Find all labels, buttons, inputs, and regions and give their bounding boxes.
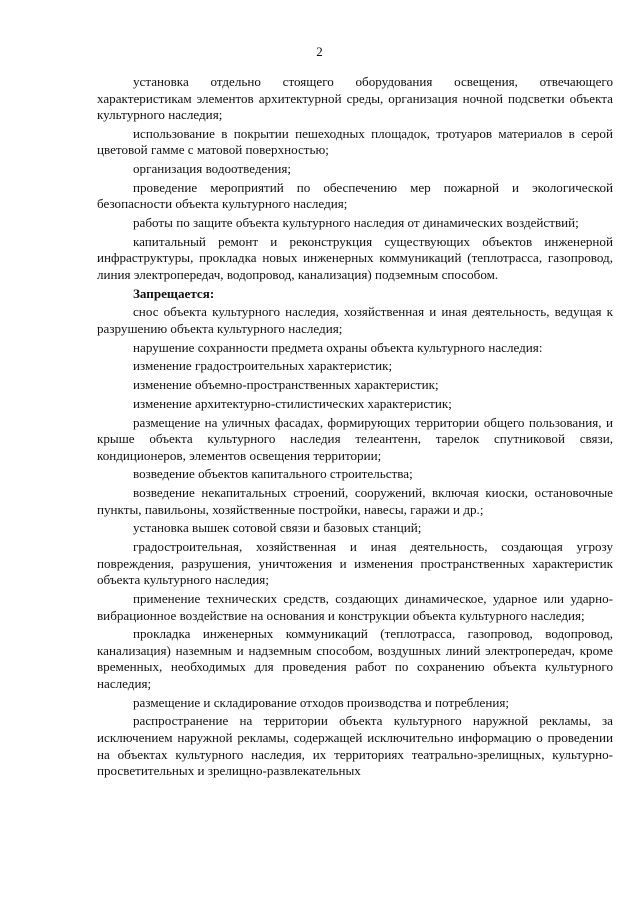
paragraph: проведение мероприятий по обеспечению мер пожарной и экологической безопасности объекта культурного наследия;	[97, 179, 613, 212]
paragraph: размещение на уличных фасадах, формирующих территории общего пользования, и крыше объекта культурного наследия телеантенн, тарелок спутниковой связи, кондиционеров, элементов освещения территории;	[97, 414, 613, 463]
paragraph: установка вышек сотовой связи и базовых станций;	[133, 520, 422, 536]
paragraph: организация водоотведения;	[133, 161, 292, 177]
paragraph: работы по защите объекта культурного наследия от динамических воздействий;	[133, 215, 579, 231]
paragraph: применение технических средств, создающих динамическое, ударное или ударно-вибрационное воздействие на основания и конструкции объекта культурного наследия;	[97, 591, 613, 623]
paragraph: градостроительная, хозяйственная и иная деятельность, создающая угрозу повреждения, разрушения, уничтожения и изменения пространственных характеристик объекта культурного наследия;	[97, 539, 613, 588]
paragraph: возведение объектов капитального строительства;	[133, 466, 413, 482]
page-number: 2	[316, 44, 323, 59]
paragraph: капитальный ремонт и реконструкция существующих объектов инженерной инфраструктуры, прокладка новых инженерных коммуникаций (теплотрасса, газопровод, линия электропередач, водопровод, канализация) подземным способом.	[97, 233, 613, 282]
paragraph: нарушение сохранности предмета охраны объекта культурного наследия:	[133, 339, 543, 355]
paragraph: изменение архитектурно-стилистических характеристик;	[133, 395, 452, 411]
paragraph: изменение объемно-пространственных характеристик;	[133, 377, 439, 393]
paragraph: возведение некапитальных строений, сооружений, включая киоски, остановочные пункты, павильоны, хозяйственные постройки, навесы, гаражи и др.;	[97, 485, 613, 517]
document-body	[97, 74, 613, 782]
paragraph: изменение градостроительных характеристик;	[133, 358, 393, 374]
paragraph: использование в покрытии пешеходных площадок, тротуаров материалов в серой цветовой гамме с матовой поверхностью;	[97, 125, 613, 158]
paragraph: распространение на территории объекта культурного наружной рекламы, за исключением наружной рекламы, содержащей исключительно информацию о проведении на объектах культурного наследия, их территориях театрально-зрелищных, культурно-просветительных и зрелищно-развлекательных	[97, 713, 613, 779]
paragraph: прокладка инженерных коммуникаций (теплотрасса, газопровод, водопровод, канализация) наземным и надземным способом, воздушных линий электропередач, кроме временных, необходимых для проведения работ по сохранению объекта культурного наследия;	[97, 626, 613, 691]
paragraph: установка отдельно стоящего оборудования освещения, отвечающего характеристикам элементов архитектурной среды, организация ночной подсветки объекта культурного наследия;	[97, 74, 613, 123]
paragraph: снос объекта культурного наследия, хозяйственная и иная деятельность, ведущая к разрушению объекта культурного наследия;	[97, 304, 613, 336]
section-heading: Запрещается:	[133, 285, 215, 301]
paragraph: размещение и складирование отходов производства и потребления;	[133, 694, 509, 710]
